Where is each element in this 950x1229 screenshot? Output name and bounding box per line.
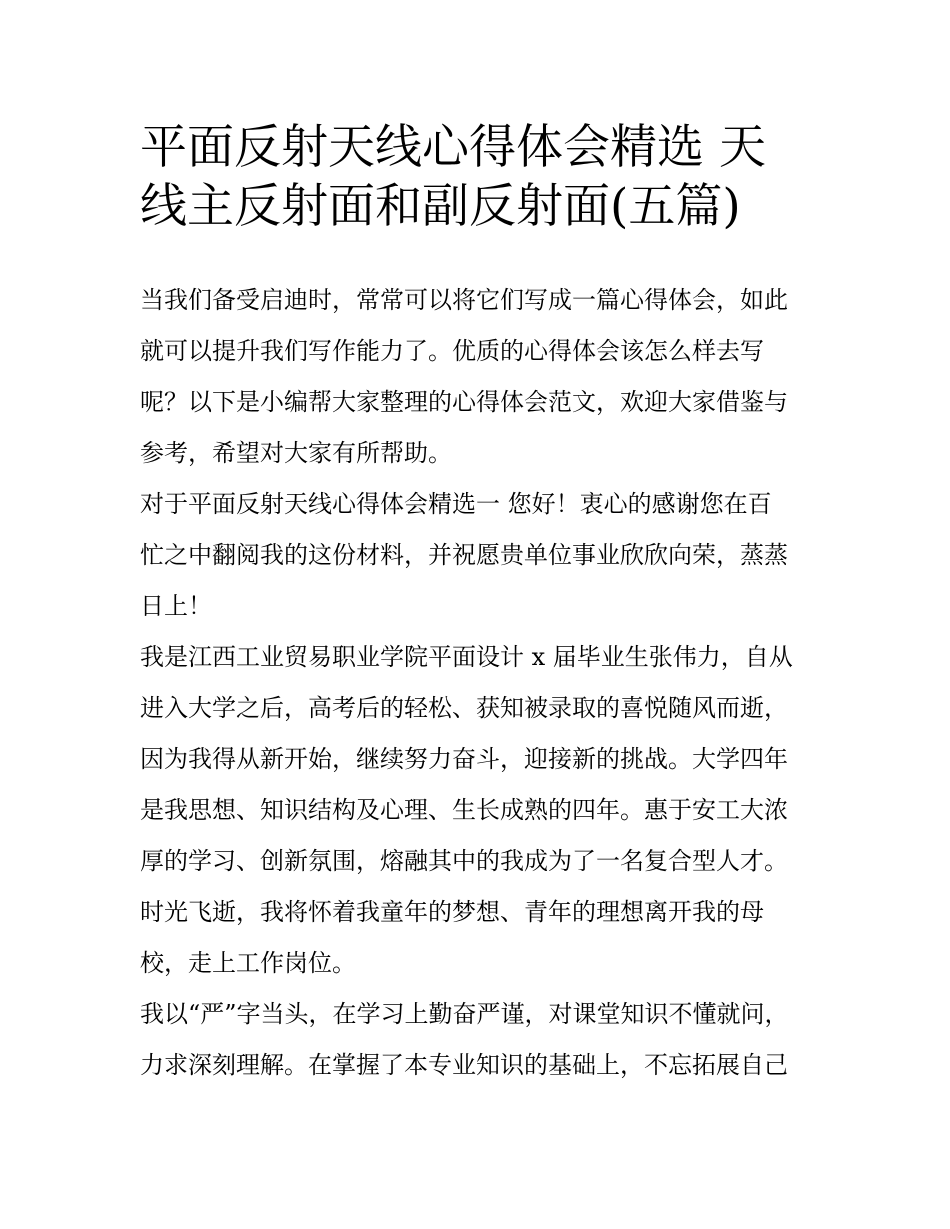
text-line: 忙之中翻阅我的这份材料，并祝愿贵单位事业欣欣向荣，蒸蒸 [140, 541, 788, 569]
text-line: 参考，希望对大家有所帮助。 [140, 439, 452, 467]
paragraph-background [140, 632, 820, 989]
paragraph-greeting [140, 479, 820, 632]
text-line: 我是江西工业贸易职业学院平面设计 x 届毕业生张伟力，自从 [140, 643, 793, 671]
title-line: 线主反射面和副反射面(五篇) [140, 179, 741, 234]
text-line: 就可以提升我们写作能力了。优质的心得体会该怎么样去写 [140, 337, 764, 365]
text-line: 我以“严”字当头，在学习上勤奋严谨，对课堂知识不懂就问， [140, 1000, 789, 1028]
text-line: 是我思想、知识结构及心理、生长成熟的四年。惠于安工大浓 [140, 796, 788, 824]
title-line: 平面反射天线心得体会精选 天 [140, 120, 766, 175]
text-line: 对于平面反射天线心得体会精选一 您好！衷心的感谢您在百 [140, 490, 772, 518]
text-line: 力求深刻理解。在掌握了本专业知识的基础上，不忘拓展自己 [140, 1051, 788, 1079]
text-line: 校，走上工作岗位。 [140, 949, 356, 977]
text-line: 厚的学习、创新氛围，熔融其中的我成为了一名复合型人才。 [140, 847, 788, 875]
page-title [140, 118, 820, 236]
paragraph-study [140, 989, 820, 1091]
text-line: 因为我得从新开始，继续努力奋斗，迎接新的挑战。大学四年 [140, 745, 788, 773]
text-line: 日上！ [140, 592, 212, 620]
text-line: 当我们备受启迪时，常常可以将它们写成一篇心得体会，如此 [140, 286, 788, 314]
text-line: 呢？以下是小编帮大家整理的心得体会范文，欢迎大家借鉴与 [140, 388, 788, 416]
document-body [140, 275, 820, 1091]
text-line: 时光飞逝，我将怀着我童年的梦想、青年的理想离开我的母 [140, 898, 764, 926]
text-line: 进入大学之后，高考后的轻松、获知被录取的喜悦随风而逝， [140, 694, 788, 722]
paragraph-intro [140, 275, 820, 479]
